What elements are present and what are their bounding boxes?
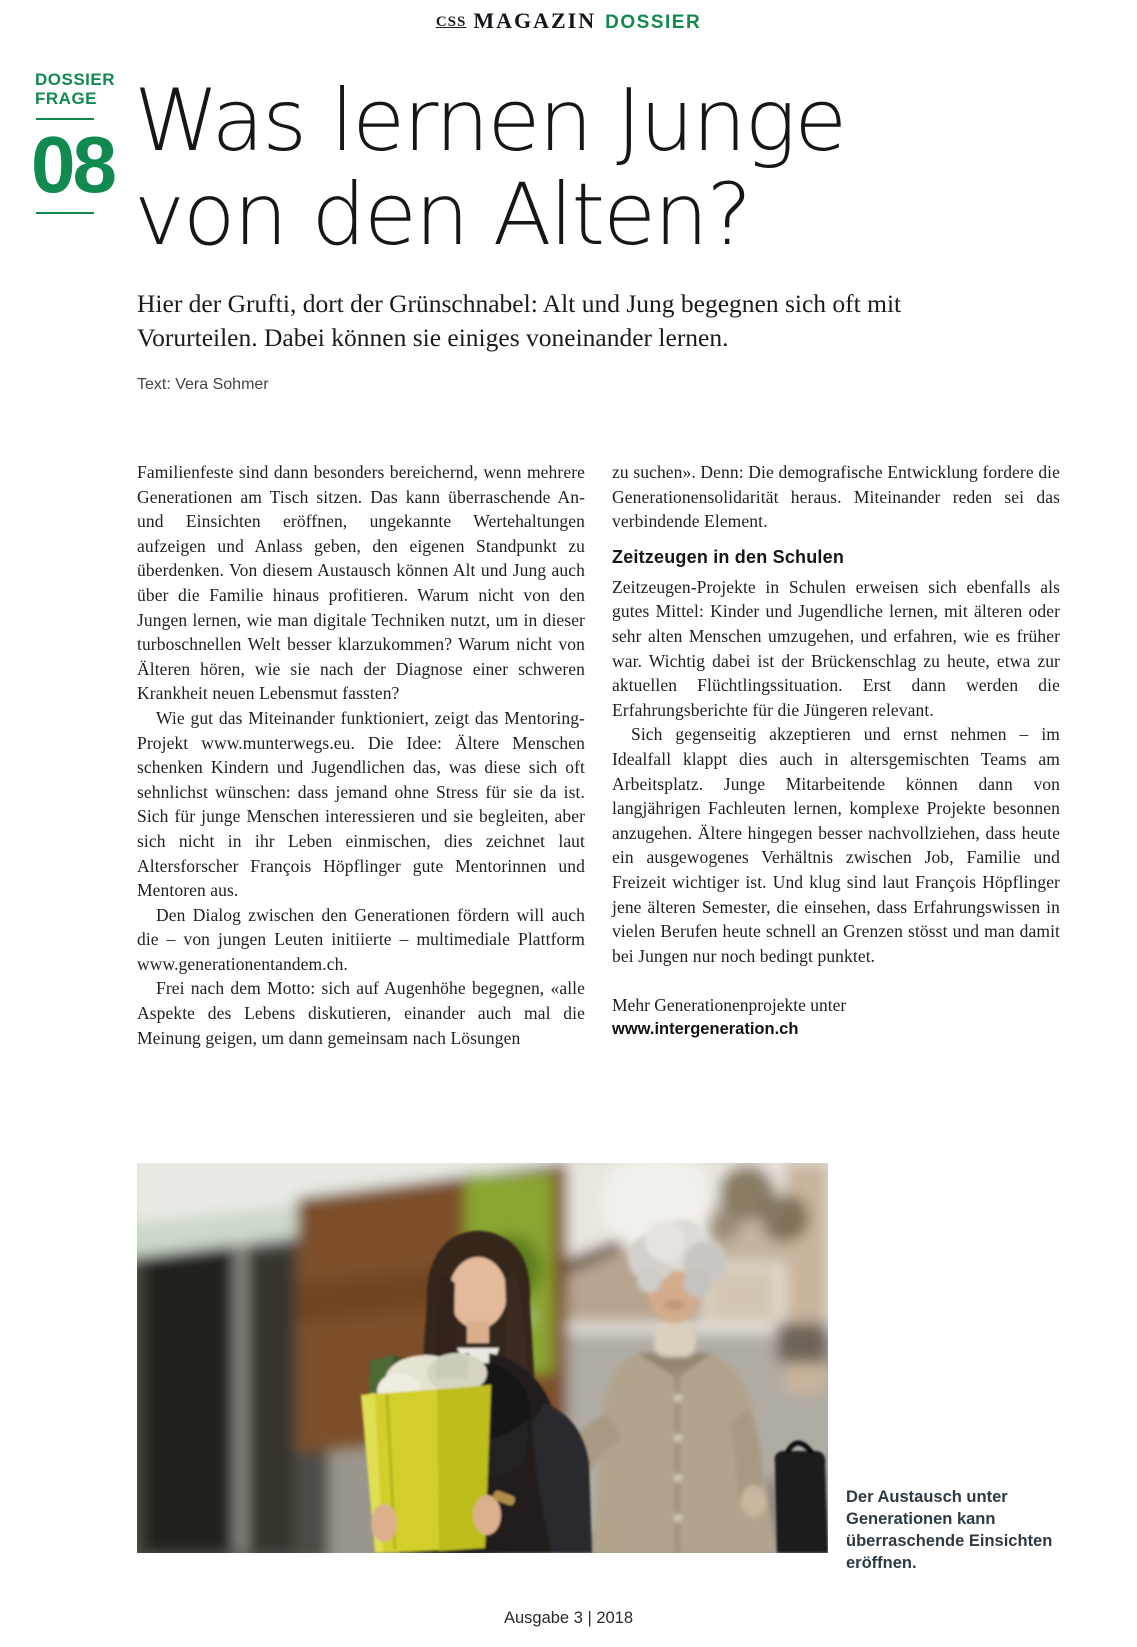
- lead-paragraph: Hier der Grufti, dort der Grünschnabel: Alt und Jung begegnen sich oft mit Vorurteilen. Dabei können sie einiges voneinander lernen.: [137, 289, 902, 352]
- paragraph: zu suchen». Denn: Die demografische Entwicklung fordere die Generationensolidarität heraus. Miteinander reden sei das verbindende Element.: [612, 462, 1060, 532]
- article-column-left: [137, 460, 585, 1050]
- kicker-rule-bottom: [36, 212, 94, 214]
- kicker-label-line1: DOSSIER: [35, 70, 116, 89]
- photo-caption: Der Austausch unter Generationen kann überraschende Einsichten eröffnen.: [846, 1488, 1053, 1572]
- masthead-brand-prefix: CSS: [435, 14, 467, 30]
- paragraph: Den Dialog zwischen den Generationen fördern will auch die – von jungen Leuten initiierte – multimediale Plattform www.generationentandem.ch.: [137, 904, 585, 974]
- masthead: [0, 8, 1137, 34]
- kicker-label-line2: FRAGE: [35, 89, 97, 108]
- dossier-kicker: [31, 70, 135, 214]
- paragraph: Frei nach dem Motto: sich auf Augenhöhe begegnen, «alle Aspekte des Lebens diskutieren, einander auch mal die Meinung geigen, um dann gemeinsam nach Lösungen: [137, 978, 585, 1048]
- page-footer: Ausgabe 3 | 2018: [503, 1609, 634, 1627]
- masthead-brand: MAGAZIN: [473, 8, 597, 33]
- page-title: [134, 71, 1114, 265]
- masthead-section: DOSSIER: [605, 12, 702, 33]
- paragraph: Wie gut das Miteinander funktioniert, zeigt das Mentoring-Projekt www.munterwegs.eu. Die Idee: Ältere Menschen schenken Kindern und Jugendlichen das, was diese sich oft sehnlichst wünschen: dass jemand ohne Stress für sie da ist. Sich für junge Menschen interessieren und sie begleiten, aber sich nicht in ihr Leben einmischen, dies zeichnet laut Altersforscher François Höpflinger gute Mentorinnen und Mentoren aus.: [137, 707, 585, 901]
- article-column-right: [612, 460, 1060, 1041]
- byline: Text: Vera Sohmer: [137, 376, 269, 393]
- outro: [612, 993, 1060, 1041]
- paragraph: Familienfeste sind dann besonders bereichernd, wenn mehrere Generationen am Tisch sitzen. Das kann überraschende An- und Einsichten eröffnen, ungekannte Wertehaltungen aufzeigen und Anlass geben, den eigenen Standpunkt zu überdenken. Von diesem Austausch können Alt und Jung auch über die Familie hinaus profitieren. Warum nicht von den Jungen lernen, wie man digitale Techniken nutzt, um in dieser turboschnellen Welt besser klarzukommen? Warum nicht von Älteren hören, wie sie nach der Diagnose einer schweren Krankheit neuen Lebensmut fassten?: [137, 462, 585, 704]
- page-title-line2: von den Alten?: [134, 165, 751, 265]
- outro-text: Mehr Generationenprojekte unter: [612, 995, 847, 1016]
- generations-photo-art: [137, 1163, 828, 1553]
- generations-photo: [137, 1163, 828, 1553]
- outro-url: www.intergeneration.ch: [612, 1020, 799, 1039]
- kicker-number: 08: [31, 120, 114, 209]
- page-title-line1: Was lernen Junge: [134, 71, 846, 171]
- section-subhead: Zeitzeugen in den Schulen: [612, 546, 845, 567]
- photo-handbag: [775, 1443, 828, 1553]
- paragraph: Sich gegenseitig akzeptieren und ernst nehmen – im Idealfall klappt dies auch in altersgemischten Teams am Arbeitsplatz. Junge Mitarbeitende können dann von langjährigen Fachleuten lernen, komplexe Projekte besonnen anzugehen. Ältere hingegen besser nachvollziehen, dass heute ein ausgewogenes Verhältnis zwischen Job, Familie und Freizeit wichtiger ist. Und klug sind laut François Höpflinger jene älteren Semester, die einsehen, dass Erfahrungswissen in vielen Berufen heute schnell an Grenzen stösst und man damit bei Jungen nur noch bedingt punktet.: [612, 724, 1060, 966]
- paragraph: Zeitzeugen-Projekte in Schulen erweisen sich ebenfalls als gutes Mittel: Kinder und Jugendliche lernen, mit älteren oder sehr alten Menschen umzugehen, und erfahren, wie es früher war. Wichtig dabei ist der Brückenschlag zu heute, etwa zur aktuellen Flüchtlingssituation. Erst dann werden die Erfahrungsberichte für die Jüngeren relevant.: [612, 576, 1060, 720]
